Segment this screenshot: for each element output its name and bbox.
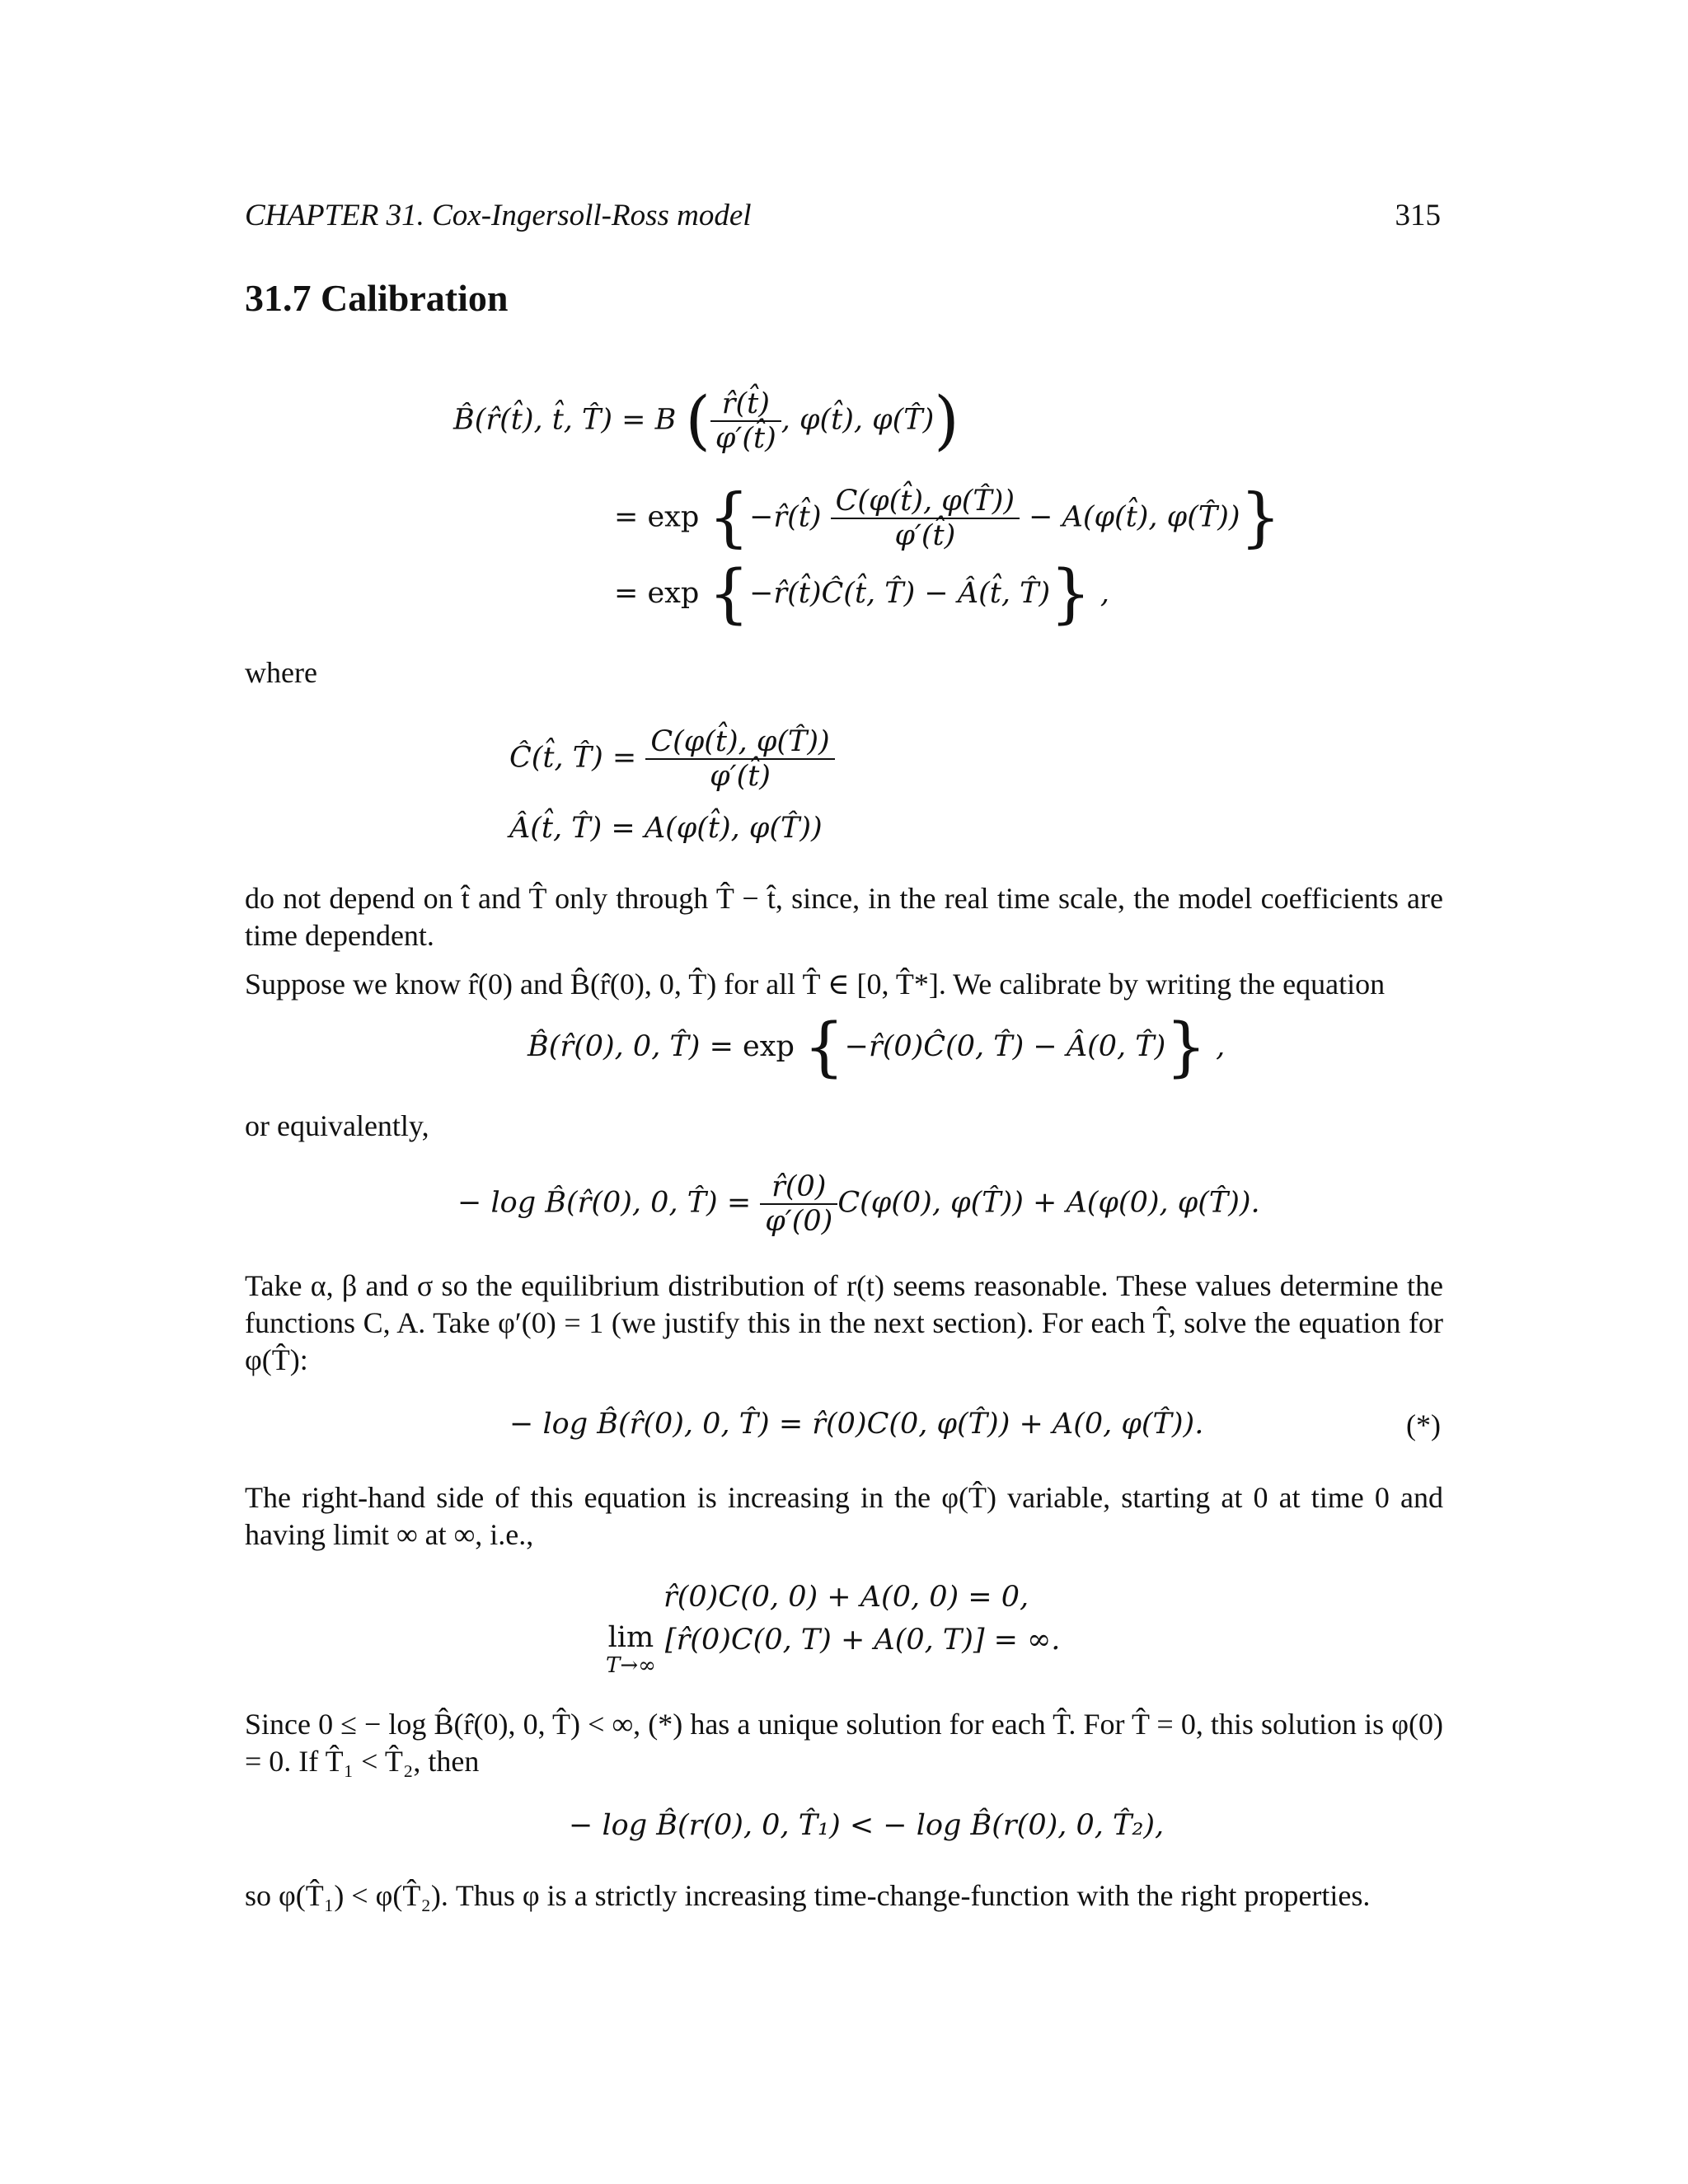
running-header: CHAPTER 31. Cox-Ingersoll-Ross model — [245, 199, 752, 232]
paragraph-parameters: Take α, β and σ so the equilibrium distribution of r(t) seems reasonable. These values determine the functions C, A. Take φ′(0) = 1 (we justify this in the next section). For each T̂, solve the equation for φ(T̂): — [245, 1269, 1443, 1376]
paragraph-unique-solution: Since 0 ≤ − log B̂(r̂(0), 0, T̂) < ∞, (*) has a unique solution for each T̂. For T̂ = 0, this solution is φ(0) = 0. If T̂₁ < T̂₂, then — [245, 1708, 1443, 1778]
equation-a-hat: Â(t̂, T̂) = A(φ(t̂), φ(T̂)) — [509, 812, 823, 845]
equation-limits-line1: r̂(0)C(0, 0) + A(0, 0) = 0, — [663, 1581, 1029, 1614]
equation-tag: (*) — [1406, 1408, 1441, 1441]
paragraph-rhs-increasing: The right-hand side of this equation is increasing in the φ(T̂) variable, starting at 0 at time 0 and having limit ∞ at ∞, i.e., — [245, 1481, 1443, 1551]
where-label: where — [245, 656, 317, 689]
or-equivalently-label: or equivalently, — [245, 1109, 429, 1142]
paragraph-suppose: Suppose we know r̂(0) and B̂(r̂(0), 0, T̂) for all T̂ ∈ [0, T̂*]. We calibrate by writing the equation — [245, 968, 1386, 1001]
equation-bond-price: B̂(r̂(t̂), t̂, T̂) = B ( $\frac{r̂(t̂)}{\varphi'(t̂)}$ , φ(t̂), φ(T̂)) — [453, 383, 959, 458]
equation-bond-price-line2: = exp {−r̂(t̂) $\frac{C(\varphi(t̂), \varphi(T̂))}{\varphi'(t̂)}$ − A(φ(t̂), φ(T̂))} — [614, 480, 1282, 555]
equation-calibration: B̂(r̂(0), 0, T̂) = exp {−r̂(0)Ĉ(0, T̂) − Â(0, T̂)} , — [528, 1010, 1226, 1085]
equation-c-hat: Ĉ(t̂, T̂) = $\frac{C(\varphi(t̂), \varphi(T̂))}{\varphi'(t̂)}$ — [509, 725, 835, 793]
equation-monotone: − log B̂(r(0), 0, T̂₁) < − log B̂(r(0), 0, T̂₂), — [569, 1809, 1165, 1842]
paragraph-dependence: do not depend on t̂ and T̂ only through T̂ − t̂, since, in the real time scale, the model coefficients are time dependent. — [245, 882, 1443, 952]
paragraph-conclusion: so φ(T̂₁) < φ(T̂₂). Thus φ is a strictly increasing time-change-function with the right properties. — [245, 1879, 1371, 1912]
page-number: 315 — [1395, 199, 1441, 232]
equation-star: − log B̂(r̂(0), 0, T̂) = r̂(0)C(0, φ(T̂)) + A(0, φ(T̂)). — [509, 1408, 1204, 1441]
equation-log-calibration: − log B̂(r̂(0), 0, T̂) = $\frac{r̂(0)}{\varphi'(0)}$ C(φ(0), φ(T̂)) + A(φ(0), φ(T̂)). — [457, 1170, 1260, 1238]
equation-bond-price-line3: = exp {−r̂(t̂)Ĉ(t̂, T̂) − Â(t̂, T̂)} , — [614, 557, 1110, 631]
section-title: 31.7 Calibration — [245, 277, 509, 319]
equation-limits-line2: lim T→∞ [r̂(0)C(0, T) + A(0, T)] = ∞. — [606, 1621, 1061, 1678]
